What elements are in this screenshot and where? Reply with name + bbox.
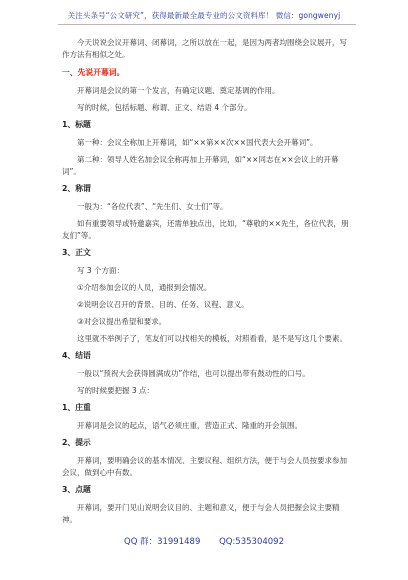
footer-qq-group: QQ 群：31991489 — [124, 537, 201, 547]
paragraph-body-intro: 写 3 个方面： — [77, 266, 125, 275]
subheading-closing: 4、结语 — [62, 351, 91, 360]
paragraph-definition: 开幕词是会议的第一个发言，有确定议题、奠定基调的作用。 — [77, 86, 280, 95]
subheading-body: 3、正文 — [62, 248, 91, 257]
subheading-theme: 3、点题 — [62, 485, 91, 494]
paragraph-parts: 写的时候，包括标题、称谓、正文、结语 4 个部分。 — [77, 103, 252, 112]
subheading-solemn: 1、庄重 — [62, 403, 91, 412]
paragraph-solemn: 开幕词是会议的起点，语气必须庄重，营造正式、隆重的开会氛围。 — [77, 421, 302, 430]
document-body — [62, 37, 354, 531]
footer-qq: QQ:535304092 — [219, 537, 284, 547]
section-heading-opening-speech: 一、先说开幕词。 — [62, 68, 125, 77]
paragraph-key-points: 写的时候要把握 3 点： — [77, 386, 155, 395]
paragraph-theme: 开幕词，要开门见山说明会议目的、主题和意义，便于与会人员把握会议主要精神。 — [62, 503, 340, 524]
header-divider — [58, 24, 356, 25]
paragraph-body-note: 这里就不举例子了，笔友们可以找相关的模板，对照看看，是不是写这几个要素。 — [77, 334, 347, 343]
footer-contact — [0, 535, 408, 547]
paragraph-salutation-vip: 如有重要领导或特邀嘉宾，还需单独点出，比如，“尊敬的××先生，各位代表，朋友们”等。 — [62, 219, 349, 240]
subheading-prompt: 2、提示 — [62, 438, 91, 447]
subheading-salutation: 2、称谓 — [62, 184, 91, 193]
subheading-title: 1、标题 — [62, 120, 91, 129]
header-promo-note: 关注头条号“公文研究”，获得最新最全最专业的公文资料库！ 微信：gongwenyj — [67, 11, 341, 20]
list-item-body-1: ①介绍参加会议的人员，通报到会情况。 — [77, 283, 212, 292]
paragraph-title-type1: 第一种：会议全称加上开幕词，如“××第××次××国代表大会开幕词”。 — [77, 138, 318, 147]
paragraph-salutation-general: 一般为：“各位代表”、“先生们、女士们”等。 — [77, 202, 228, 211]
list-item-body-3: ③对会议提出希望和要求。 — [77, 317, 167, 326]
list-item-body-2: ②说明会议召开的背景、目的、任务、议程、意义。 — [77, 300, 249, 309]
paragraph-closing: 一般以“预祝大会获得圆满成功”作结，也可以提出带有鼓动性的口号。 — [77, 369, 310, 378]
intro-paragraph: 今天说说会议开幕词、闭幕词，之所以放在一起，是因为两者均围绕会议展开，写作方法有相似之处。 — [62, 38, 347, 59]
paragraph-prompt: 开幕词，要明确会议的基本情况、主要议程、组织方法，便于与会人员按要求参加会议，做到心中有数。 — [62, 456, 347, 477]
paragraph-title-type2: 第二种：领导人姓名加会议全称再加上开幕词，如“××同志在××会议上的开幕词”。 — [62, 155, 339, 176]
